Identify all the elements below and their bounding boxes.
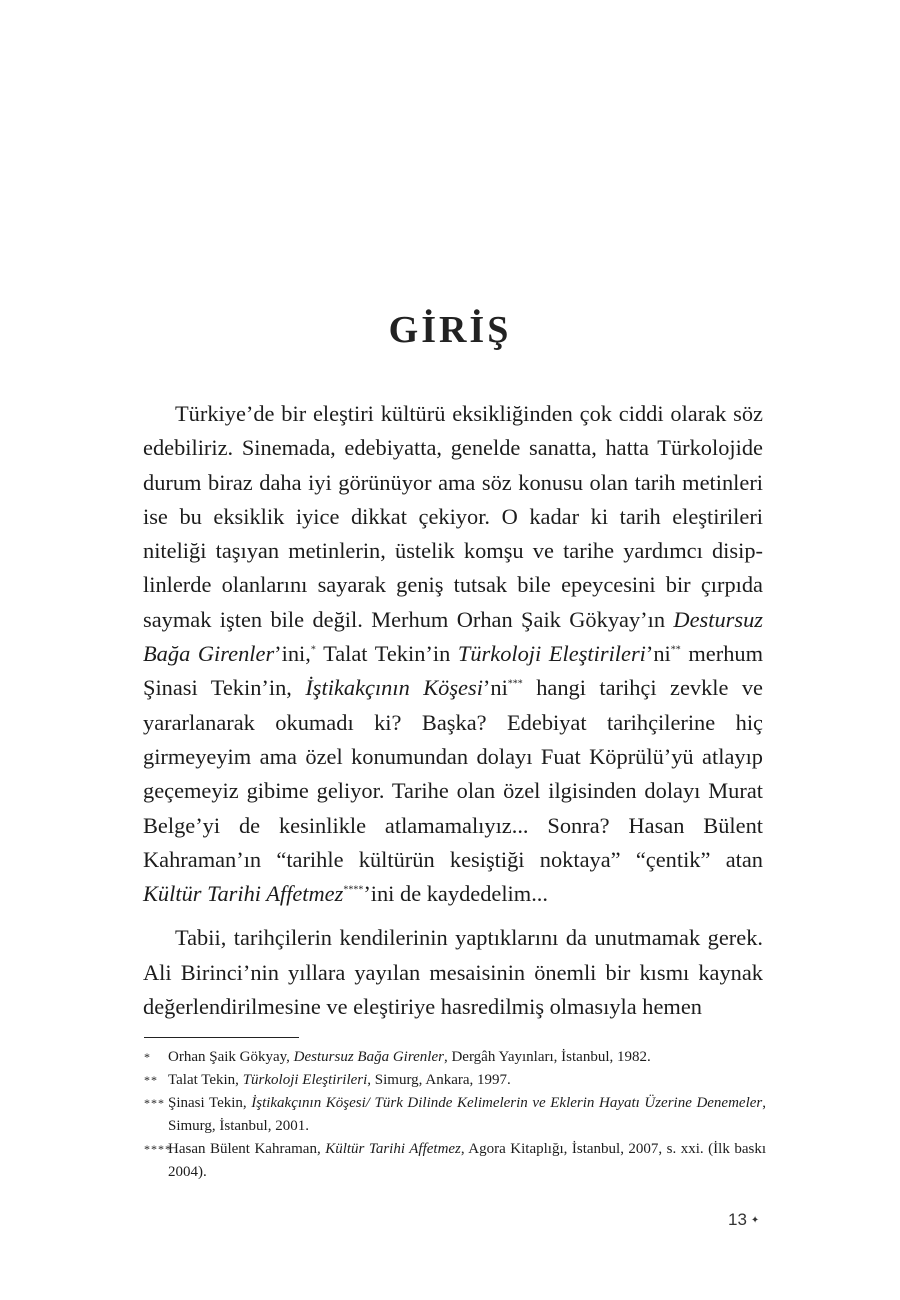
footnote-text [168,1092,766,1138]
footnote-mark: *** [144,1096,165,1110]
page-number: 13 [728,1210,747,1229]
text-run: hangi tarihçi zevkle ve yararlanarak okumadı ki? Başka? Edebiyat tarihçilerine hiç girmeyeyim ama özel konumundan dolayı Fuat Köprülü’yü atlayıp geçemeyiz gibime geliyor. Tarihe olan özel ilgisinden dolayı Murat Belge’yi de kesinlikle atlamamalıyız... Sonra? Hasan Bülent Kahraman’ın “tarihle kültürün kesiştiği noktaya” “çentik” atan [143,675,763,872]
footnote-publication: , Simurg, İstanbul, 2001. [168,1095,766,1134]
book-title: İştikakçının Köşesi [305,675,483,701]
body-text [143,397,763,1024]
paragraph-1 [143,397,763,911]
footnote-reference-4[interactable]: **** [343,884,364,896]
footnote-author: Şinasi Tekin, [168,1095,252,1111]
book-title: Kültür Tarihi Affetmez [143,881,344,907]
footnote-book-title: İştikakçının Köşesi/ Türk Dilinde Kelimelerin ve Eklerin Hayatı Üzerine Denemeler [251,1095,763,1111]
footnote-book-title: Türkoloji Eleştirileri [242,1072,368,1088]
text-run: merhum Şinasi Tekin’in, [143,641,764,701]
footnote-text [168,1069,766,1092]
text-run: ’ini, [274,641,311,667]
text-run: Talat Tekin’in [315,641,458,667]
footnote-mark: **** [144,1142,172,1156]
paragraph-2: Tabii, tarihçilerin kendilerinin yaptıklarını da unutmamak gerek. Ali Birinci’nin yıllara yayılan mesaisinin önemli bir kısmı kaynak değerlendirilmesine ve eleştiriye hasredilmiş olmasıyla hemen [143,925,763,1020]
chapter-title: GİRİŞ [388,309,512,351]
footnote-author: Orhan Şaik Gökyay, [168,1049,294,1065]
book-title: Türkoloji Eleştirileri [457,641,646,667]
footnote-publication: , Agora Kitaplığı, İstanbul, 2007, s. xxi. (İlk baskı 2004). [168,1141,766,1180]
footnote-2 [144,1069,766,1092]
text-run: ’ini de kaydedelim... [363,881,548,907]
footnote-publication: , Dergâh Yayınları, İstanbul, 1982. [443,1049,651,1065]
footnote-3 [144,1092,766,1138]
page-number-block [728,1210,759,1230]
footnote-book-title: Destursuz Bağa Girenler [293,1049,444,1065]
footnote-divider [144,1037,299,1038]
text-run: ’ni [645,641,671,667]
footnotes [144,1046,766,1184]
footnote-4 [144,1138,766,1184]
footnote-text [168,1138,766,1184]
footnote-mark: * [144,1050,151,1064]
book-title: Destursuz Bağa Girenler [143,606,763,667]
footnote-publication: , Simurg, Ankara, 1997. [367,1072,511,1088]
footnote-text [168,1046,766,1069]
text-run: Türkiye’de bir eleştiri kültürü eksikliğinden çok ciddi olarak söz edebiliriz. Sinemada, edebiyatta, genelde sanatta, hatta Türkolojide durum biraz daha iyi görünüyor ama söz konusu olan tarih metinleri ise bu eksiklik iyice dikkat çekiyor. O kadar ki tarih eleştirileri niteliği taşıyan metinlerin, üstelik komşu ve tarihe yardımcı disiplinlerde olanlarını sayarak geniş tutsak bile epeycesini bir çırpıda saymak işten bile değil. Merhum Orhan Şaik Gökyay’ın [143,401,763,632]
footnote-author: Talat Tekin, [168,1072,243,1088]
footnote-reference-1[interactable]: * [310,644,316,656]
star-ornament-icon: ✦ [750,1215,760,1227]
footnote-1 [144,1046,766,1069]
footnote-author: Hasan Bülent Kahraman, [168,1141,326,1157]
footnote-reference-2[interactable]: ** [670,644,681,656]
text-run: ’ni [482,675,508,701]
footnote-book-title: Kültür Tarihi Affetmez [325,1141,461,1157]
footnote-reference-3[interactable]: *** [507,678,523,690]
footnote-mark: ** [144,1073,158,1087]
